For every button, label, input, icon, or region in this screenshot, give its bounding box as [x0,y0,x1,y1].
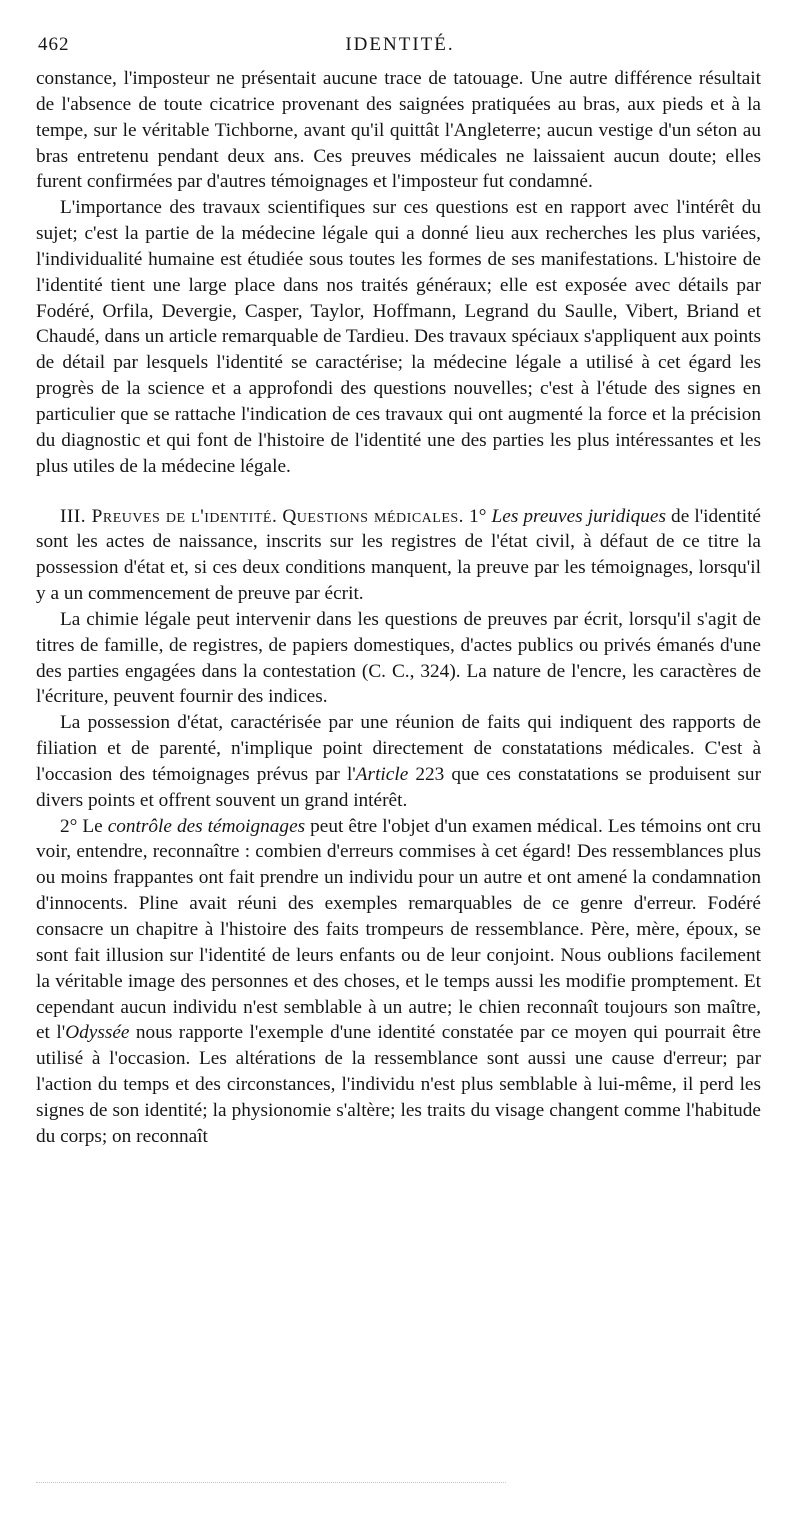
italic-preuves-juridiques: Les preuves juridiques [491,505,666,527]
controle-text-b: peut être l'objet d'un examen médical. Les témoins ont cru voir, entendre, reconnaître : combien d'erreurs commises à cet égard! Des ressemblances plus ou moins frappantes ont fait prendre un individu pour un autre et ont amené la condamnation d'innocents. Pline avait réuni des exemples remarquables de ce genre d'erreur. Fodéré consacre un chapitre à l'histoire des faits trompeurs de ressemblance. Père, mère, époux, se sont fait illusion sur l'identité de leurs enfants ou de leur conjoint. Nous oublions facilement la véritable image des personnes et des choses, et le temps aussi les modifie promptement. Et cependant aucun individu n'est semblable à un autre; le chien reconnaît toujours son maître, et l' [36,815,761,1044]
paragraph-controle-temoignages [36,814,761,1150]
paragraph-possession-etat [36,710,761,813]
italic-odyssee: Odyssée [65,1022,130,1044]
page-body [36,66,761,1150]
italic-article: Article [355,763,409,785]
section-subheading: Questions médicales. [282,505,464,527]
running-head [38,28,762,62]
running-title: IDENTITÉ. [345,34,455,55]
paragraph-tichborne-continuation: constance, l'imposteur ne présentait aucune trace de tatouage. Une autre différence résultait de l'absence de toute cicatrice provenant des saignées pratiquées au bras, aux pieds et à la tempe, sur le véritable Tichborne, avant qu'il quittât l'Angleterre; aucun vestige d'un séton au bras entretenu pendant deux ans. Ces preuves médicales ne laissaient aucun doute; elles furent confirmées par d'autres témoignages et l'imposteur fut condamné. [36,68,761,193]
bottom-dotted-rule [36,1482,506,1483]
section-heading: III. Preuves de l'identité. [60,505,278,527]
paragraph-importance-travaux: L'importance des travaux scientifiques sur ces questions est en rapport avec l'intérêt du sujet; c'est la partie de la médecine légale qui a donné lieu aux recherches les plus variées, l'individualité humaine est étudiée sous toutes les formes de ses manifestations. L'histoire de l'identité tient une large place dans nos traités généraux; elle est exposée avec détails par Fodéré, Orfila, Devergie, Casper, Taylor, Hoffmann, Legrand du Saulle, Vibert, Briand et Chaudé, dans un article remarquable de Tardieu. Des travaux spéciaux s'appliquent aux points de détail par lesquels l'identité se caractérise; la médecine légale a utilisé à cet égard les progrès de la science et a approfondi des questions nouvelles; c'est à l'étude des signes en particulier que se rattache l'indication de ces travaux qui ont augmenté la force et la précision du diagnostic et qui font de l'histoire de l'identité une des parties les plus intéressantes et les plus utiles de la médecine légale. [36,197,761,477]
page-number: 462 [38,34,70,55]
paragraph-chimie-legale: La chimie légale peut intervenir dans les questions de preuves par écrit, lorsqu'il s'agit de titres de famille, de registres, de papiers domestiques, d'actes publics ou privés émanés d'une des parties engagées dans la contestation (C. C., 324). La nature de l'encre, les caractères de l'écriture, peuvent fournir des indices. [36,608,761,708]
italic-controle-temoignages: contrôle des témoignages [107,815,306,837]
possession-text-b: 223 que ces constatations se produisent sur divers points et offrent souvent un grand intérêt. [36,763,761,811]
item-number-1: 1° [469,505,487,527]
section-preuves-identite [36,504,761,607]
paragraph-preuves-juridiques: de l'identité sont les actes de naissance, inscrits sur les registres de l'état civil, à défaut de ce titre la possession d'état et, si ces deux conditions manquent, la preuve par les témoignages, lorsqu'il y a un commencement de preuve par écrit. [36,505,761,605]
possession-text-a: La possession d'état, caractérisée par une réunion de faits qui indiquent des rapports de filiation et de parenté, n'implique point directement de constatations médicales. C'est à l'occasion des témoignages prévus par l' [36,712,761,785]
controle-text-a: Le [77,815,108,837]
controle-text-c: nous rapporte l'exemple d'une identité constatée par ce moyen qui pourrait être utilisé à l'occasion. Les altérations de la ressemblance sont aussi une cause d'erreur; par l'action du temps et des circonstances, l'individu n'est plus semblable à lui-même, il perd les signes de son identité; la physionomie s'altère; les traits du visage changent comme l'habitude du corps; on reconnaît [36,1022,761,1147]
item-number-2: 2° [60,815,78,837]
